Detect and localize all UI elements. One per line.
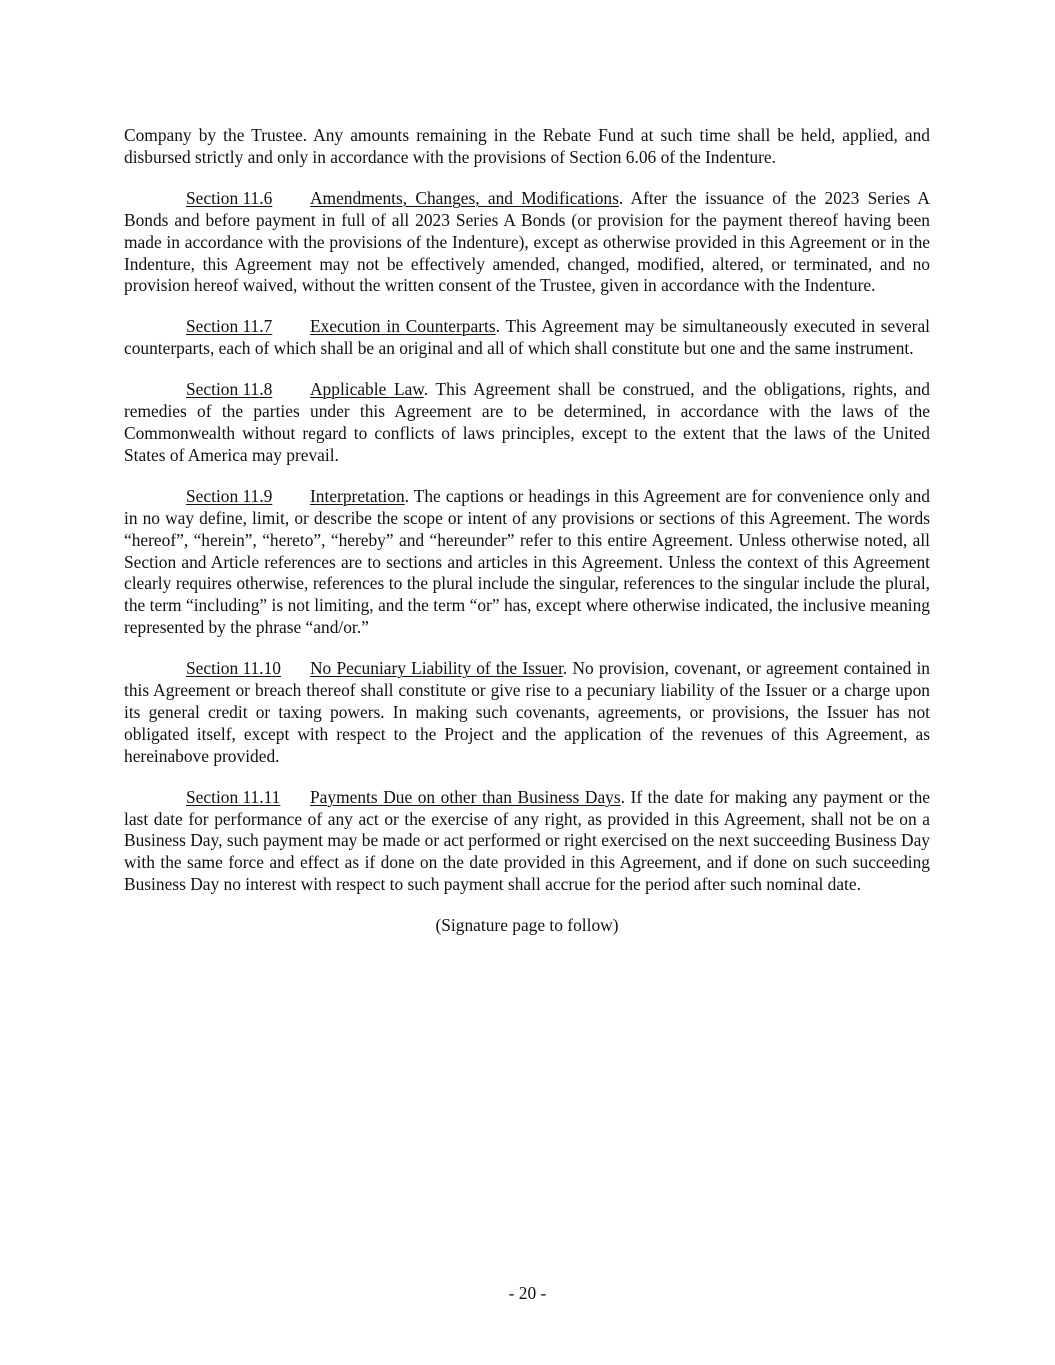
section-body: . After the issuance of the 2023 Series A Bonds and before payment in full of all 2023 Series A Bonds (or provision for the payment thereof having been made in accordance with the provisions of the Indenture), except as otherwise provided in this Agreement or in the Indenture, this Agreement may not be effectively amended, changed, modified, altered, or terminated, and no provision hereof waived, without the written consent of the Trustee, given in accordance with the Indenture. [124,187,930,296]
section-11-8 [124,379,930,467]
section-title: Payments Due on other than Business Days [310,786,621,807]
signature-page-note: (Signature page to follow) [435,915,619,936]
section-number: Section 11.11 [186,786,281,807]
continuation-paragraph: Company by the Trustee. Any amounts remaining in the Rebate Fund at such time shall be held, applied, and disbursed strictly and only in accordance with the provisions of Section 6.06 of the Indenture. [124,125,930,167]
section-title: Interpretation [310,485,405,506]
section-title: Execution in Counterparts [310,316,496,337]
section-number: Section 11.6 [186,187,273,208]
section-title: Applicable Law [310,379,424,400]
section-body: . The captions or headings in this Agreement are for convenience only and in no way define, limit, or describe the scope or intent of any provisions or sections of this Agreement. The words “hereof”, “herein”, “hereto”, “hereby” and “hereunder” refer to this entire Agreement. Unless otherwise noted, all Section and Article references are to sections and articles in this Agreement. Unless the context of this Agreement clearly requires otherwise, references to the plural include the singular, references to the singular include the plural, the term “including” is not limiting, and the term “or” has, except where otherwise indicated, the inclusive meaning represented by the phrase “and/or.” [124,485,930,638]
section-title: No Pecuniary Liability of the Issuer [310,658,563,679]
section-body: . No provision, covenant, or agreement contained in this Agreement or breach thereof shall constitute or give rise to a pecuniary liability of the Issuer or a charge upon its general credit or taxing powers. In making such covenants, agreements, or provisions, the Issuer has not obligated itself, except with respect to the Project and the application of the revenues of this Agreement, as hereinabove provided. [124,658,930,766]
section-title: Amendments, Changes, and Modifications [310,187,619,208]
page-number: - 20 - [508,1283,547,1303]
section-body: . If the date for making any payment or the last date for performance of any act or the exercise of any right, as provided in this Agreement, shall not be on a Business Day, such payment may be made or act performed or right exercised on the next succeeding Business Day with the same force and effect as if done on the date provided in this Agreement, and if done on such succeeding Business Day no interest with respect to such payment shall accrue for the period after such nominal date. [124,786,930,895]
section-body: . This Agreement shall be construed, and the obligations, rights, and remedies of the parties under this Agreement are to be determined, in accordance with the laws of the Commonwealth without regard to conflicts of laws principles, except to the extent that the laws of the United States of America may prevail. [124,379,930,465]
section-11-10 [124,658,930,768]
section-body: . This Agreement may be simultaneously executed in several counterparts, each of which shall be an original and all of which shall constitute but one and the same instrument. [124,316,931,359]
section-number: Section 11.8 [186,379,273,400]
section-number: Section 11.9 [186,485,273,506]
section-11-11 [124,787,930,897]
section-11-9 [124,486,930,639]
section-11-6 [124,188,930,298]
section-number: Section 11.7 [186,316,273,337]
document-page [124,125,930,956]
section-number: Section 11.10 [186,658,281,679]
section-11-7 [124,316,930,360]
